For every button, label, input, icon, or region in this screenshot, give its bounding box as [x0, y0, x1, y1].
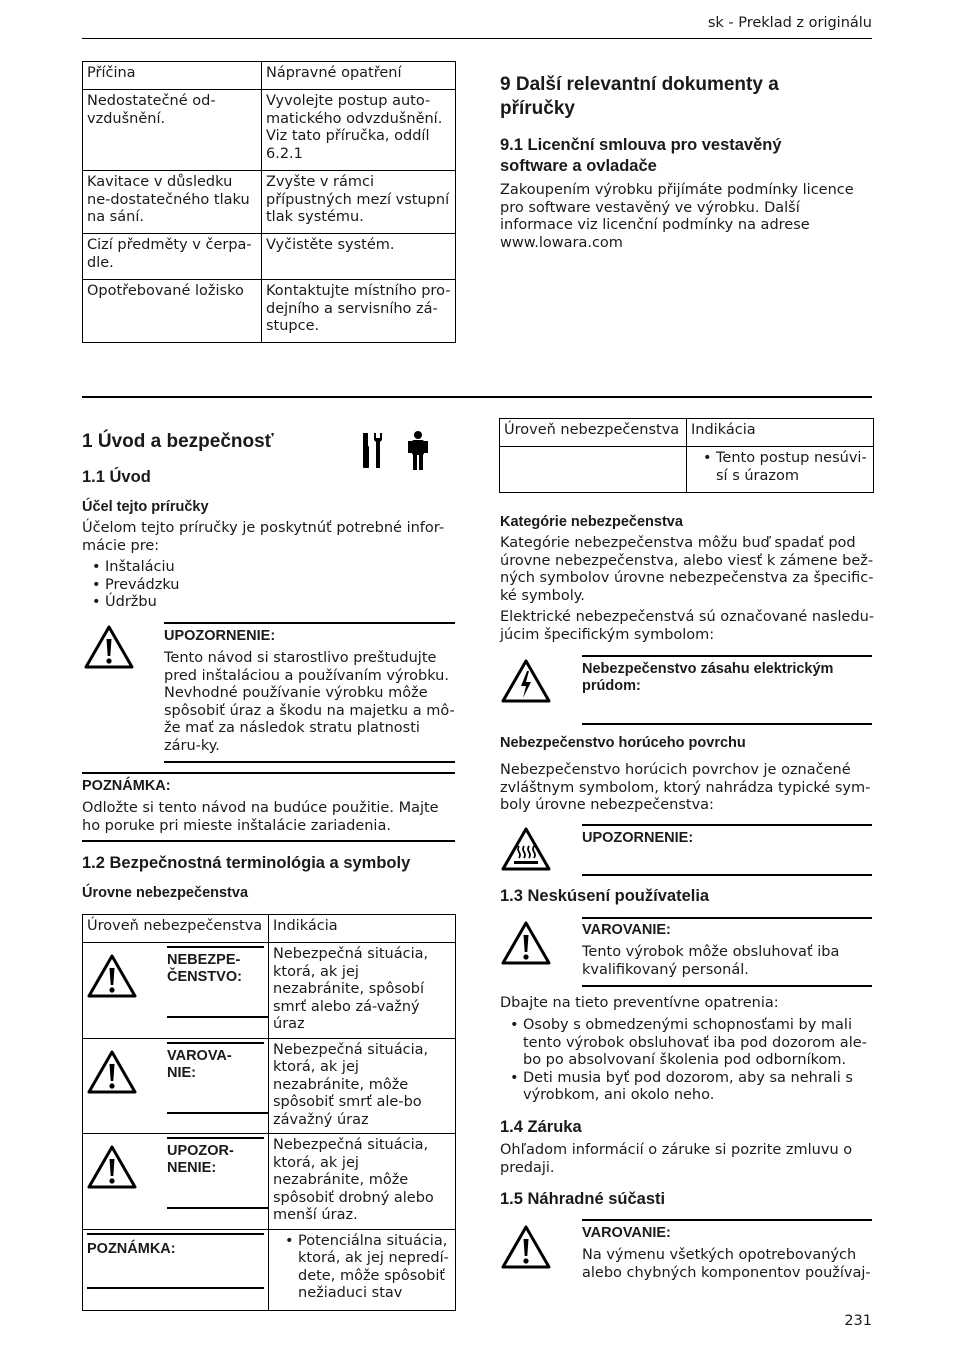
section1-3-title: 1.3 Neskúsení používatelia — [500, 887, 710, 905]
categories-text-1: Kategórie nebezpečenstva môžu buď spadať pod úrovne nebezpečenstva, alebo viesť k zámene bež-ných symbolov úrovne nebezpečenstva za špecific-ké symboly. — [500, 535, 874, 604]
warning-triangle-icon — [86, 1049, 138, 1095]
purpose-text: Účelom tejto príručky je poskytnúť potrebné infor-mácie pre: — [82, 520, 445, 554]
table-cell: Cizí předměty v čerpa-dle. — [83, 234, 262, 280]
section1-2-title: 1.2 Bezpečnostná terminológia a symboly — [82, 854, 411, 872]
cause-table — [82, 61, 456, 343]
hot-surface-text: Nebezpečenstvo horúcich povrchov je označené zvláštnym symbolom, ktorý nahrádza typické sym-boly úrovne nebezpečenstva: — [500, 762, 871, 813]
caution-bottom-rule — [164, 761, 455, 763]
spare-warning-top-rule — [582, 1219, 872, 1221]
caution-label: UPOZORNENIE: — [164, 628, 276, 644]
table-cell — [500, 447, 687, 493]
hot-surface-heading: Nebezpečenstvo horúceho povrchu — [500, 735, 746, 751]
tools-icon — [360, 432, 384, 470]
hazard-cell-danger — [83, 943, 269, 1039]
table-cell: Vyvolejte postup auto-matického odvzdušnění. Viz tato příručka, oddíl 6.2.1 — [262, 90, 456, 171]
table-cell: Zvyšte v rámci přípustných mezí vstupní tlak systému. — [262, 171, 456, 234]
list-item: • Údržbu — [90, 594, 179, 612]
spare-warning-text: Na výmenu všetkých opotrebovaných alebo chybných komponentov používaj- — [582, 1247, 871, 1281]
note-bottom-rule — [82, 840, 455, 842]
table-cell — [687, 447, 874, 493]
precautions-list — [508, 1017, 874, 1105]
electric-top-rule — [582, 655, 872, 657]
list-item: • Potenciálna situácia, ktorá, ak jej nepredí-dete, môže spôsobiť nežiaduci stav — [283, 1233, 451, 1303]
list-item: • Prevádzku — [90, 577, 179, 595]
levels-heading: Úrovne nebezpečenstva — [82, 885, 249, 901]
table-cell: Opotřebované ložisko — [83, 280, 262, 343]
table-cell: Nebezpečná situácia, ktorá, ak jej nezabránite, môže spôsobiť smrť ale-bo závažný úraz — [269, 1038, 456, 1134]
warning-top-rule — [582, 917, 872, 919]
table-cell: Nebezpečná situácia, ktorá, ak jej nezabránite, spôsobí smrť alebo zá-važný úraz — [269, 943, 456, 1039]
caution-text: Tento návod si starostlivo preštudujte pred inštaláciou a používaním výrobku. Nevhodné používanie výrobku môže spôsobiť úraz a škodu na majetku a mô-že mať za následok stratu platnosti záru-ky. — [164, 650, 455, 754]
warning-label: VAROVANIE: — [582, 922, 671, 938]
electric-label: Nebezpečenstvo zásahu elektrickým prúdom: — [582, 661, 834, 694]
hot-bottom-rule — [582, 874, 872, 876]
table-cell: Kavitace v důsledku ne-dostatečného tlaku na sání. — [83, 171, 262, 234]
hazard-level-table — [82, 914, 456, 1311]
precautions-intro: Dbajte na tieto preventívne opatrenia: — [500, 995, 779, 1011]
warning-triangle-icon — [83, 624, 135, 670]
hazard-level-table-continued — [499, 418, 874, 493]
warning-text: Tento výrobok môže obsluhovať iba kvalifikovaný personál. — [582, 944, 840, 978]
hot-surface-icon — [500, 826, 552, 872]
categories-text-2: Elektrické nebezpečenstvá sú označované nasledu-júcim špecifickým symbolom: — [500, 609, 875, 643]
list-item: • Tento postup nesúvi-sí s úrazom — [701, 450, 869, 485]
hazard-label-note: POZNÁMKA: — [87, 1240, 176, 1257]
table-cell: Nebezpečná situácia, ktorá, ak jej nezabránite, môže spôsobiť drobný alebo menší úraz. — [269, 1134, 456, 1230]
table-header: Příčina — [83, 62, 262, 90]
section1-title: 1 Úvod a bezpečnosť — [82, 431, 274, 452]
warranty-text: Ohľadom informácií o záruke si pozrite zmluvu o predaji. — [500, 1142, 853, 1176]
list-item: • Inštaláciu — [90, 559, 179, 577]
hazard-cell-note — [83, 1229, 269, 1310]
warning-triangle-icon — [86, 1144, 138, 1190]
hazard-label-warning: VAROVA-NIE: — [167, 1047, 232, 1081]
hazard-cell-warning — [83, 1038, 269, 1134]
section1-1-title: 1.1 Úvod — [82, 468, 151, 486]
table-header: Úroveň nebezpečenstva — [83, 915, 269, 943]
table-cell — [269, 1229, 456, 1310]
caution-top-rule — [164, 622, 455, 624]
list-item: • Osoby s obmedzenými schopnosťami by mali tento výrobok obsluhovať iba pod dozorom ale-bo po absolvovaní školenia pod odborníkom. — [508, 1017, 874, 1070]
warning-bottom-rule — [582, 985, 872, 987]
header-rule — [82, 38, 872, 39]
section1-5-title: 1.5 Náhradné súčasti — [500, 1190, 666, 1208]
table-header: Indikácia — [687, 419, 874, 447]
table-header: Nápravné opatření — [262, 62, 456, 90]
hot-label: UPOZORNENIE: — [582, 830, 694, 846]
electric-hazard-icon — [500, 658, 552, 704]
table-cell: Nedostatečné od-vzdušnění. — [83, 90, 262, 171]
hazard-label-caution: UPOZOR-NENIE: — [167, 1143, 234, 1176]
page-header: sk - Preklad z originálu — [707, 15, 872, 31]
note-top-rule — [82, 772, 455, 774]
section-separator — [82, 396, 872, 398]
warning-triangle-icon — [500, 1224, 552, 1270]
list-item: • Deti musia byť pod dozorom, aby sa nehrali s výrobkom, ani okolo neho. — [508, 1070, 874, 1105]
section9-title: 9 Další relevantní dokumenty a příručky — [500, 74, 779, 119]
person-icon — [406, 431, 430, 471]
note-label: POZNÁMKA: — [82, 778, 171, 794]
purpose-heading: Účel tejto príručky — [82, 499, 209, 515]
table-cell: Vyčistěte systém. — [262, 234, 456, 280]
section9-1-body: Zakoupením výrobku přijímáte podmínky licence pro software vestavěný ve výrobku. Další informace viz licenční podmínky na adrese www.lowara.com — [500, 182, 854, 251]
page-number: 231 — [844, 1313, 872, 1329]
warning-triangle-icon — [500, 920, 552, 966]
hot-top-rule — [582, 824, 872, 826]
warning-triangle-icon — [86, 953, 138, 999]
electric-bottom-rule — [582, 723, 872, 725]
categories-heading: Kategórie nebezpečenstva — [500, 514, 683, 530]
hazard-cell-caution — [83, 1134, 269, 1230]
table-cell: Kontaktujte místního pro-dejního a servisního zá-stupce. — [262, 280, 456, 343]
note-text: Odložte si tento návod na budúce použitie. Majte ho poruke pri mieste inštalácie zariadenia. — [82, 800, 439, 834]
hazard-label-danger: NEBEZPE-ČENSTVO: — [167, 952, 242, 985]
section1-4-title: 1.4 Záruka — [500, 1118, 582, 1136]
table-header: Indikácia — [269, 915, 456, 943]
section9-1-title: 9.1 Licenční smlouva pro vestavěný software a ovladače — [500, 136, 782, 175]
table-header: Úroveň nebezpečenstva — [500, 419, 687, 447]
purpose-list — [90, 559, 179, 612]
spare-warning-label: VAROVANIE: — [582, 1225, 671, 1241]
